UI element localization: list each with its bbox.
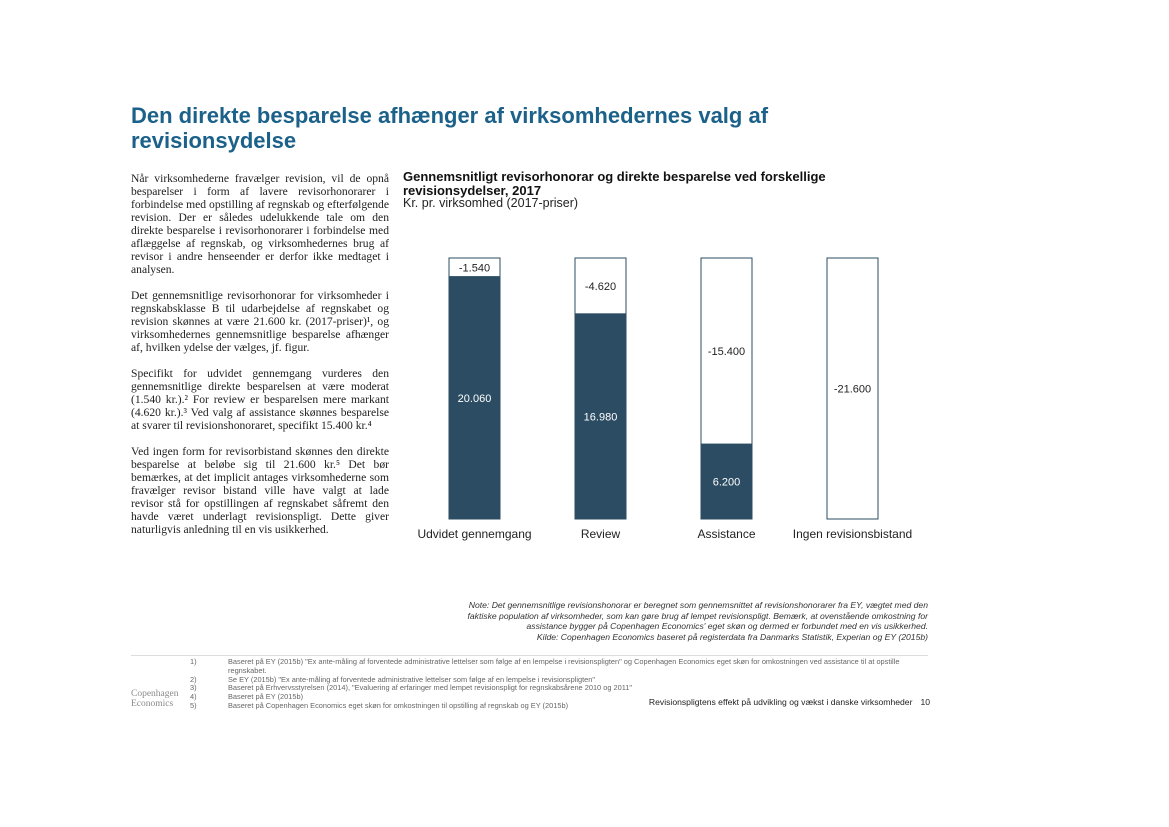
divider (131, 655, 928, 656)
paragraph: Specifikt for udvidet gennemgang vurderes den gennemsnitlige direkte besparelsen at være moderat (1.540 kr.).² For review er besparelsen mere markant (4.620 kr.).³ Ved valg af assistance skønnes besparelse at svarer til revisionshonoraret, specifikt 15.400 kr.⁴ (131, 367, 389, 432)
data-label: 20.060 (457, 392, 492, 405)
note-line: Note: Det gennemsnitlige revisionshonorar er beregnet som gennemsnittet af revisionshonorarer fra EY, vægtet med den (468, 600, 928, 610)
footnote-text: Baseret på Copenhagen Economics eget skøn for omkostningen til opstilling af regnskab og EY (2015b) (228, 700, 569, 710)
data-label: -1.540 (458, 262, 491, 275)
footnote-text: Baseret på EY (2015b) (228, 692, 304, 702)
footnote-number: 2) (190, 674, 197, 684)
note-line: faktiske population af virksomheder, som kan gøre brug af lempet revisionspligt. Bemærk, at ovenstående omkostning for (467, 610, 928, 621)
company-logo (131, 689, 179, 709)
category-label: Ingen revisionsbistand (792, 527, 913, 541)
data-label: -21.600 (833, 383, 872, 396)
logo-line: Copenhagen (131, 689, 179, 699)
footnote-text: Se EY (2015b) "Ex ante-måling af forventede administrative lettelser som følge af en lempelse i revisionspligten" (228, 674, 596, 684)
paragraph: Det gennemsnitlige revisorhonorar for virksomheder i regnskabsklasse B til udarbejdelse af regnskabet og revision skønnes at være 21.600 kr. (2017-priser)¹, og virksomhedernes gennemsnitlige besparelse afhænger af, hvilken ydelse der vælges, jf. figur. (131, 289, 389, 354)
chart-title: Gennemsnitligt revisorhonorar og direkte besparelse ved forskellige revisionsydelser, 2017 (403, 169, 826, 198)
category-label: Review (580, 527, 621, 541)
footer-text: Revisionspligtens effekt på udvikling og vækst i danske virksomheder (648, 697, 913, 707)
footnote-number: 3) (190, 683, 197, 693)
data-label: -4.620 (584, 280, 617, 293)
category-label: Assistance (697, 527, 756, 541)
footnote-number: 4) (190, 692, 197, 702)
page-title: Den direkte besparelse afhænger af virksomhedernes valg af revisionsydelse (131, 103, 769, 153)
footnote (190, 658, 930, 676)
page-number: 10 (920, 697, 930, 707)
data-label: 6.200 (712, 476, 741, 489)
note-line: assistance bygger på Copenhagen Economics' eget skøn og dermed er forbundet med en vis usikkerhed. (526, 621, 928, 631)
body-text (131, 172, 389, 549)
category-label: Udvidet gennemgang (417, 527, 532, 541)
footnote-text: Baseret på EY (2015b) "Ex ante-måling af forventede administrative lettelser som følge af en lempelse i revisionspligten" og Copenhagen Economics eget skøn for omkostningen ved assistance til at opstille regnskabet. (228, 657, 900, 675)
footnote-text: Baseret på Erhvervsstyrelsen (2014), "Evaluering af erfaringer med lempet revisionspligt for regnskabsårene 2010 og 2011" (228, 683, 633, 693)
page-footer (649, 697, 930, 707)
paragraph: Når virksomhederne fravælger revision, vil de opnå besparelser i form af lavere revisorhonorarer i forbindelse med opstilling af regnskab og efterfølgende revision. Der er således udelukkende tale om den direkte besparelse i revisorhonorarer i forbindelse med aflæggelse af regnskab, og virksomhedernes brug af revisor i andre henseender er derfor ikke medtaget i analysen. (131, 172, 389, 276)
source-line: Kilde: Copenhagen Economics baseret på registerdata fra Danmarks Statistik, Experian og EY (2015b) (536, 631, 928, 642)
footnote-number: 1) (190, 657, 197, 666)
paragraph: Ved ingen form for revisorbistand skønnes den direkte besparelse at beløbe sig til 21.600 kr.⁵ Det bør bemærkes, at det implicit antages virksomhederne som fravælger revisor bistand ville have valgt at lade revisor stå for opstillingen af regnskabet såfremt den havde været underlagt revisionspligt. Dette giver naturligvis anledning til en vis usikkerhed. (131, 445, 389, 536)
footnote-number: 5) (190, 700, 197, 710)
data-label: 16.980 (583, 411, 618, 424)
logo-line: Economics (131, 699, 174, 709)
chart-subtitle: Kr. pr. virksomhed (2017-priser) (403, 196, 579, 210)
bar-chart (400, 240, 930, 560)
chart-note (400, 600, 928, 642)
data-label: -15.400 (707, 346, 746, 359)
